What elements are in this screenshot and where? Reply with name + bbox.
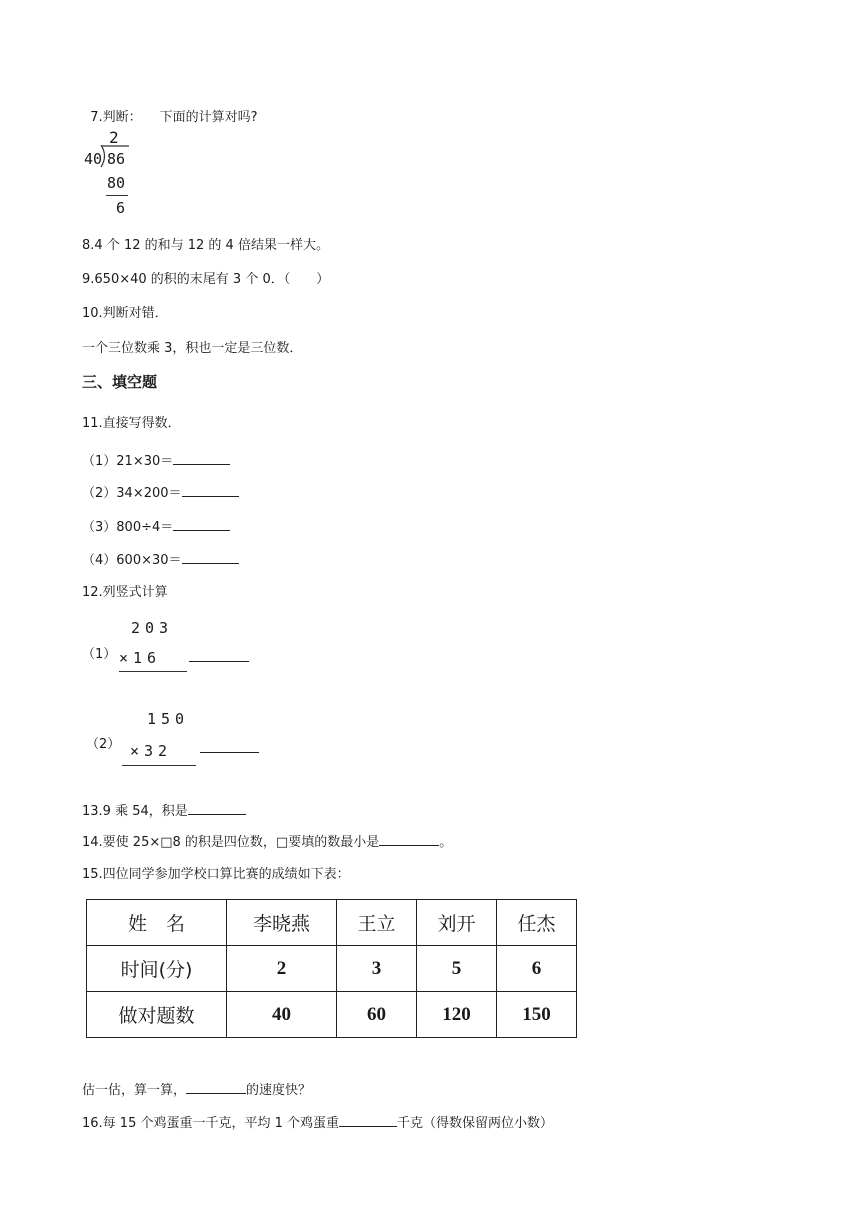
answer-blank[interactable] bbox=[200, 739, 259, 753]
question-13-text: 13.9 乘 54，积是 bbox=[82, 804, 188, 819]
question-7-label: 7.判断： bbox=[90, 110, 142, 125]
question-15-title: 15.四位同学参加学校口算比赛的成绩如下表： bbox=[82, 867, 350, 882]
q11-item-2 bbox=[82, 483, 239, 503]
question-11-title: 11.直接写得数． bbox=[82, 416, 181, 431]
division-divisor: 40 bbox=[84, 150, 103, 168]
question-8: 8.4 个 12 的和与 12 的 4 倍结果一样大。 bbox=[82, 238, 329, 253]
vc1-mult: ×16 bbox=[119, 649, 162, 667]
q11-item-3-text: （3）800÷4＝ bbox=[82, 520, 174, 535]
vc2-label: （2） bbox=[86, 737, 121, 752]
question-10-text: 一个三位数乘 3，积也一定是三位数． bbox=[82, 341, 303, 356]
division-rule bbox=[106, 195, 128, 196]
division-dividend: 86 bbox=[107, 150, 126, 168]
question-9: 9.650×40 的积的末尾有 3 个 0．（ ） bbox=[82, 272, 330, 287]
question-7 bbox=[82, 91, 258, 127]
question-14-text: 14.要使 25×□8 的积是四位数，□要填的数最小是 bbox=[82, 835, 380, 850]
division-remainder: 6 bbox=[116, 199, 126, 217]
q11-item-1-text: （1）21×30＝ bbox=[82, 454, 174, 469]
answer-blank[interactable] bbox=[173, 517, 230, 531]
table-header-row bbox=[87, 900, 577, 946]
answer-blank[interactable] bbox=[379, 832, 439, 846]
question-15-question bbox=[82, 1080, 311, 1100]
q11-item-4 bbox=[82, 550, 239, 570]
vc1-rule bbox=[119, 671, 187, 672]
question-16-end: 千克（得数保留两位小数） bbox=[397, 1116, 554, 1131]
answer-blank[interactable] bbox=[339, 1113, 397, 1127]
division-quotient: 2 bbox=[109, 128, 119, 147]
answer-blank[interactable] bbox=[182, 483, 239, 497]
answer-blank[interactable] bbox=[186, 1080, 246, 1094]
question-16-text: 16.每 15 个鸡蛋重一千克，平均 1 个鸡蛋重 bbox=[82, 1116, 340, 1131]
q15-question-start: 估一估，算一算， bbox=[82, 1083, 187, 1098]
table-row-label: 做对题数 bbox=[87, 992, 227, 1038]
answer-blank[interactable] bbox=[189, 648, 249, 662]
table-cell: 5 bbox=[417, 946, 497, 992]
q11-item-3 bbox=[82, 517, 230, 537]
answer-blank[interactable] bbox=[182, 550, 239, 564]
table-cell: 150 bbox=[497, 992, 577, 1038]
table-cell: 40 bbox=[227, 992, 337, 1038]
question-7-text: 下面的计算对吗? bbox=[159, 110, 258, 125]
question-12-title: 12.列竖式计算 bbox=[82, 585, 168, 600]
division-product: 80 bbox=[107, 174, 126, 192]
vc2-rule bbox=[122, 765, 196, 766]
q11-item-2-text: （2）34×200＝ bbox=[82, 486, 182, 501]
scores-table bbox=[86, 899, 577, 1038]
question-10-title: 10.判断对错． bbox=[82, 306, 168, 321]
section-heading: 三、填空题 bbox=[82, 373, 158, 391]
q11-item-4-text: （4）600×30＝ bbox=[82, 553, 182, 568]
q15-question-end: 的速度快？ bbox=[246, 1083, 312, 1098]
table-cell: 3 bbox=[337, 946, 417, 992]
question-14-end: 。 bbox=[439, 835, 453, 850]
table-row-label: 时间(分) bbox=[87, 946, 227, 992]
answer-blank[interactable] bbox=[188, 801, 246, 815]
vc1-top: 203 bbox=[131, 619, 174, 637]
vc2-top: 150 bbox=[147, 710, 190, 728]
table-cell: 60 bbox=[337, 992, 417, 1038]
question-14 bbox=[82, 832, 452, 852]
table-header-cell: 王立 bbox=[337, 900, 417, 946]
table-cell: 6 bbox=[497, 946, 577, 992]
table-header-cell: 姓 名 bbox=[87, 900, 227, 946]
q11-item-1 bbox=[82, 451, 230, 471]
answer-blank[interactable] bbox=[173, 451, 230, 465]
question-16 bbox=[82, 1113, 553, 1133]
vc2-mult: ×32 bbox=[130, 742, 173, 760]
table-header-cell: 刘开 bbox=[417, 900, 497, 946]
table-header-cell: 任杰 bbox=[497, 900, 577, 946]
table-header-cell: 李晓燕 bbox=[227, 900, 337, 946]
table-cell: 2 bbox=[227, 946, 337, 992]
vc1-label: （1） bbox=[82, 647, 117, 662]
table-row bbox=[87, 946, 577, 992]
table-row bbox=[87, 992, 577, 1038]
table-cell: 120 bbox=[417, 992, 497, 1038]
question-13 bbox=[82, 801, 246, 821]
